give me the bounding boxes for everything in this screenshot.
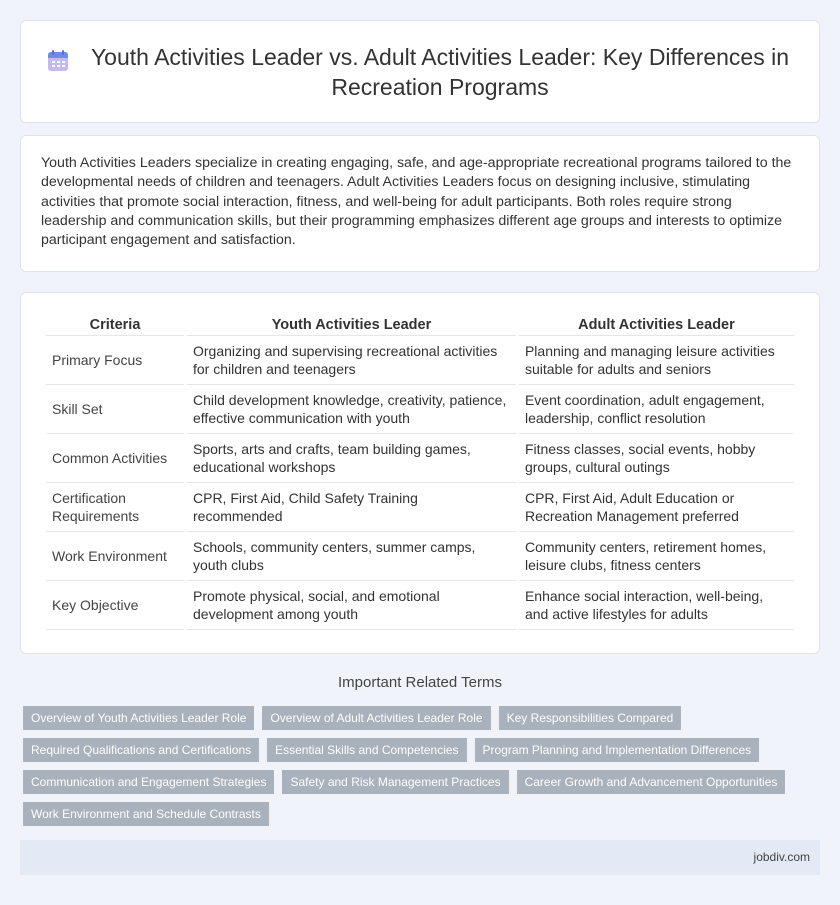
title-card bbox=[20, 20, 820, 123]
youth-cell: Child development knowledge, creativity, patience, effective communication with youth bbox=[187, 385, 516, 434]
adult-cell: Fitness classes, social events, hobby groups, cultural outings bbox=[519, 434, 794, 483]
comparison-table-card bbox=[20, 292, 820, 654]
criteria-cell: Certification Requirements bbox=[46, 483, 184, 532]
criteria-cell: Work Environment bbox=[46, 532, 184, 581]
criteria-cell: Common Activities bbox=[46, 434, 184, 483]
youth-cell: Organizing and supervising recreational activities for children and teenagers bbox=[187, 336, 516, 385]
intro-card bbox=[20, 135, 820, 272]
table-row bbox=[46, 581, 794, 630]
table-row bbox=[46, 336, 794, 385]
page-title: Youth Activities Leader vs. Adult Activities Leader: Key Differences in Recreation Programs bbox=[90, 43, 790, 100]
related-term-tag[interactable]: Key Responsibilities Compared bbox=[499, 706, 682, 730]
related-term-tag[interactable]: Overview of Youth Activities Leader Role bbox=[23, 706, 254, 730]
related-terms-heading: Important Related Terms bbox=[338, 674, 502, 691]
related-term-tag[interactable]: Essential Skills and Competencies bbox=[267, 738, 466, 762]
header-youth-leader: Youth Activities Leader bbox=[187, 309, 516, 336]
related-term-tag[interactable]: Career Growth and Advancement Opportunities bbox=[517, 770, 786, 794]
criteria-cell: Key Objective bbox=[46, 581, 184, 630]
youth-cell: Schools, community centers, summer camps, youth clubs bbox=[187, 532, 516, 581]
comparison-table bbox=[43, 309, 797, 630]
related-term-tag[interactable]: Work Environment and Schedule Contrasts bbox=[23, 802, 269, 826]
adult-cell: Event coordination, adult engagement, leadership, conflict resolution bbox=[519, 385, 794, 434]
youth-cell: CPR, First Aid, Child Safety Training recommended bbox=[187, 483, 516, 532]
youth-cell: Sports, arts and crafts, team building games, educational workshops bbox=[187, 434, 516, 483]
related-term-tag[interactable]: Overview of Adult Activities Leader Role bbox=[262, 706, 490, 730]
table-row bbox=[46, 532, 794, 581]
footer bbox=[20, 840, 820, 875]
criteria-cell: Primary Focus bbox=[46, 336, 184, 385]
table-row bbox=[46, 385, 794, 434]
related-term-tag[interactable]: Program Planning and Implementation Differences bbox=[475, 738, 760, 762]
youth-cell: Promote physical, social, and emotional development among youth bbox=[187, 581, 516, 630]
table-row bbox=[46, 434, 794, 483]
adult-cell: Community centers, retirement homes, leisure clubs, fitness centers bbox=[519, 532, 794, 581]
header-adult-leader: Adult Activities Leader bbox=[519, 309, 794, 336]
related-terms-tags bbox=[23, 706, 813, 826]
table-row bbox=[46, 483, 794, 532]
adult-cell: CPR, First Aid, Adult Education or Recreation Management preferred bbox=[519, 483, 794, 532]
title-wrap bbox=[45, 42, 795, 102]
header-criteria: Criteria bbox=[46, 309, 184, 336]
intro-paragraph: Youth Activities Leaders specialize in creating engaging, safe, and age-appropriate recreational programs tailored to the developmental needs of children and teenagers. Adult Activities Leaders focus on designing inclusive, stimulating activities that promote social interaction, fitness, and well-being for adult participants. Both roles require strong leadership and communication skills, but their programming emphasizes different age groups and interests to optimize participant engagement and satisfaction. bbox=[41, 155, 792, 249]
related-term-tag[interactable]: Required Qualifications and Certifications bbox=[23, 738, 259, 762]
related-term-tag[interactable]: Safety and Risk Management Practices bbox=[282, 770, 508, 794]
adult-cell: Enhance social interaction, well-being, and active lifestyles for adults bbox=[519, 581, 794, 630]
footer-site-link[interactable]: jobdiv.com bbox=[753, 850, 810, 864]
table-header-row bbox=[46, 309, 794, 336]
related-term-tag[interactable]: Communication and Engagement Strategies bbox=[23, 770, 274, 794]
criteria-cell: Skill Set bbox=[46, 385, 184, 434]
adult-cell: Planning and managing leisure activities suitable for adults and seniors bbox=[519, 336, 794, 385]
calendar-icon bbox=[45, 48, 71, 74]
